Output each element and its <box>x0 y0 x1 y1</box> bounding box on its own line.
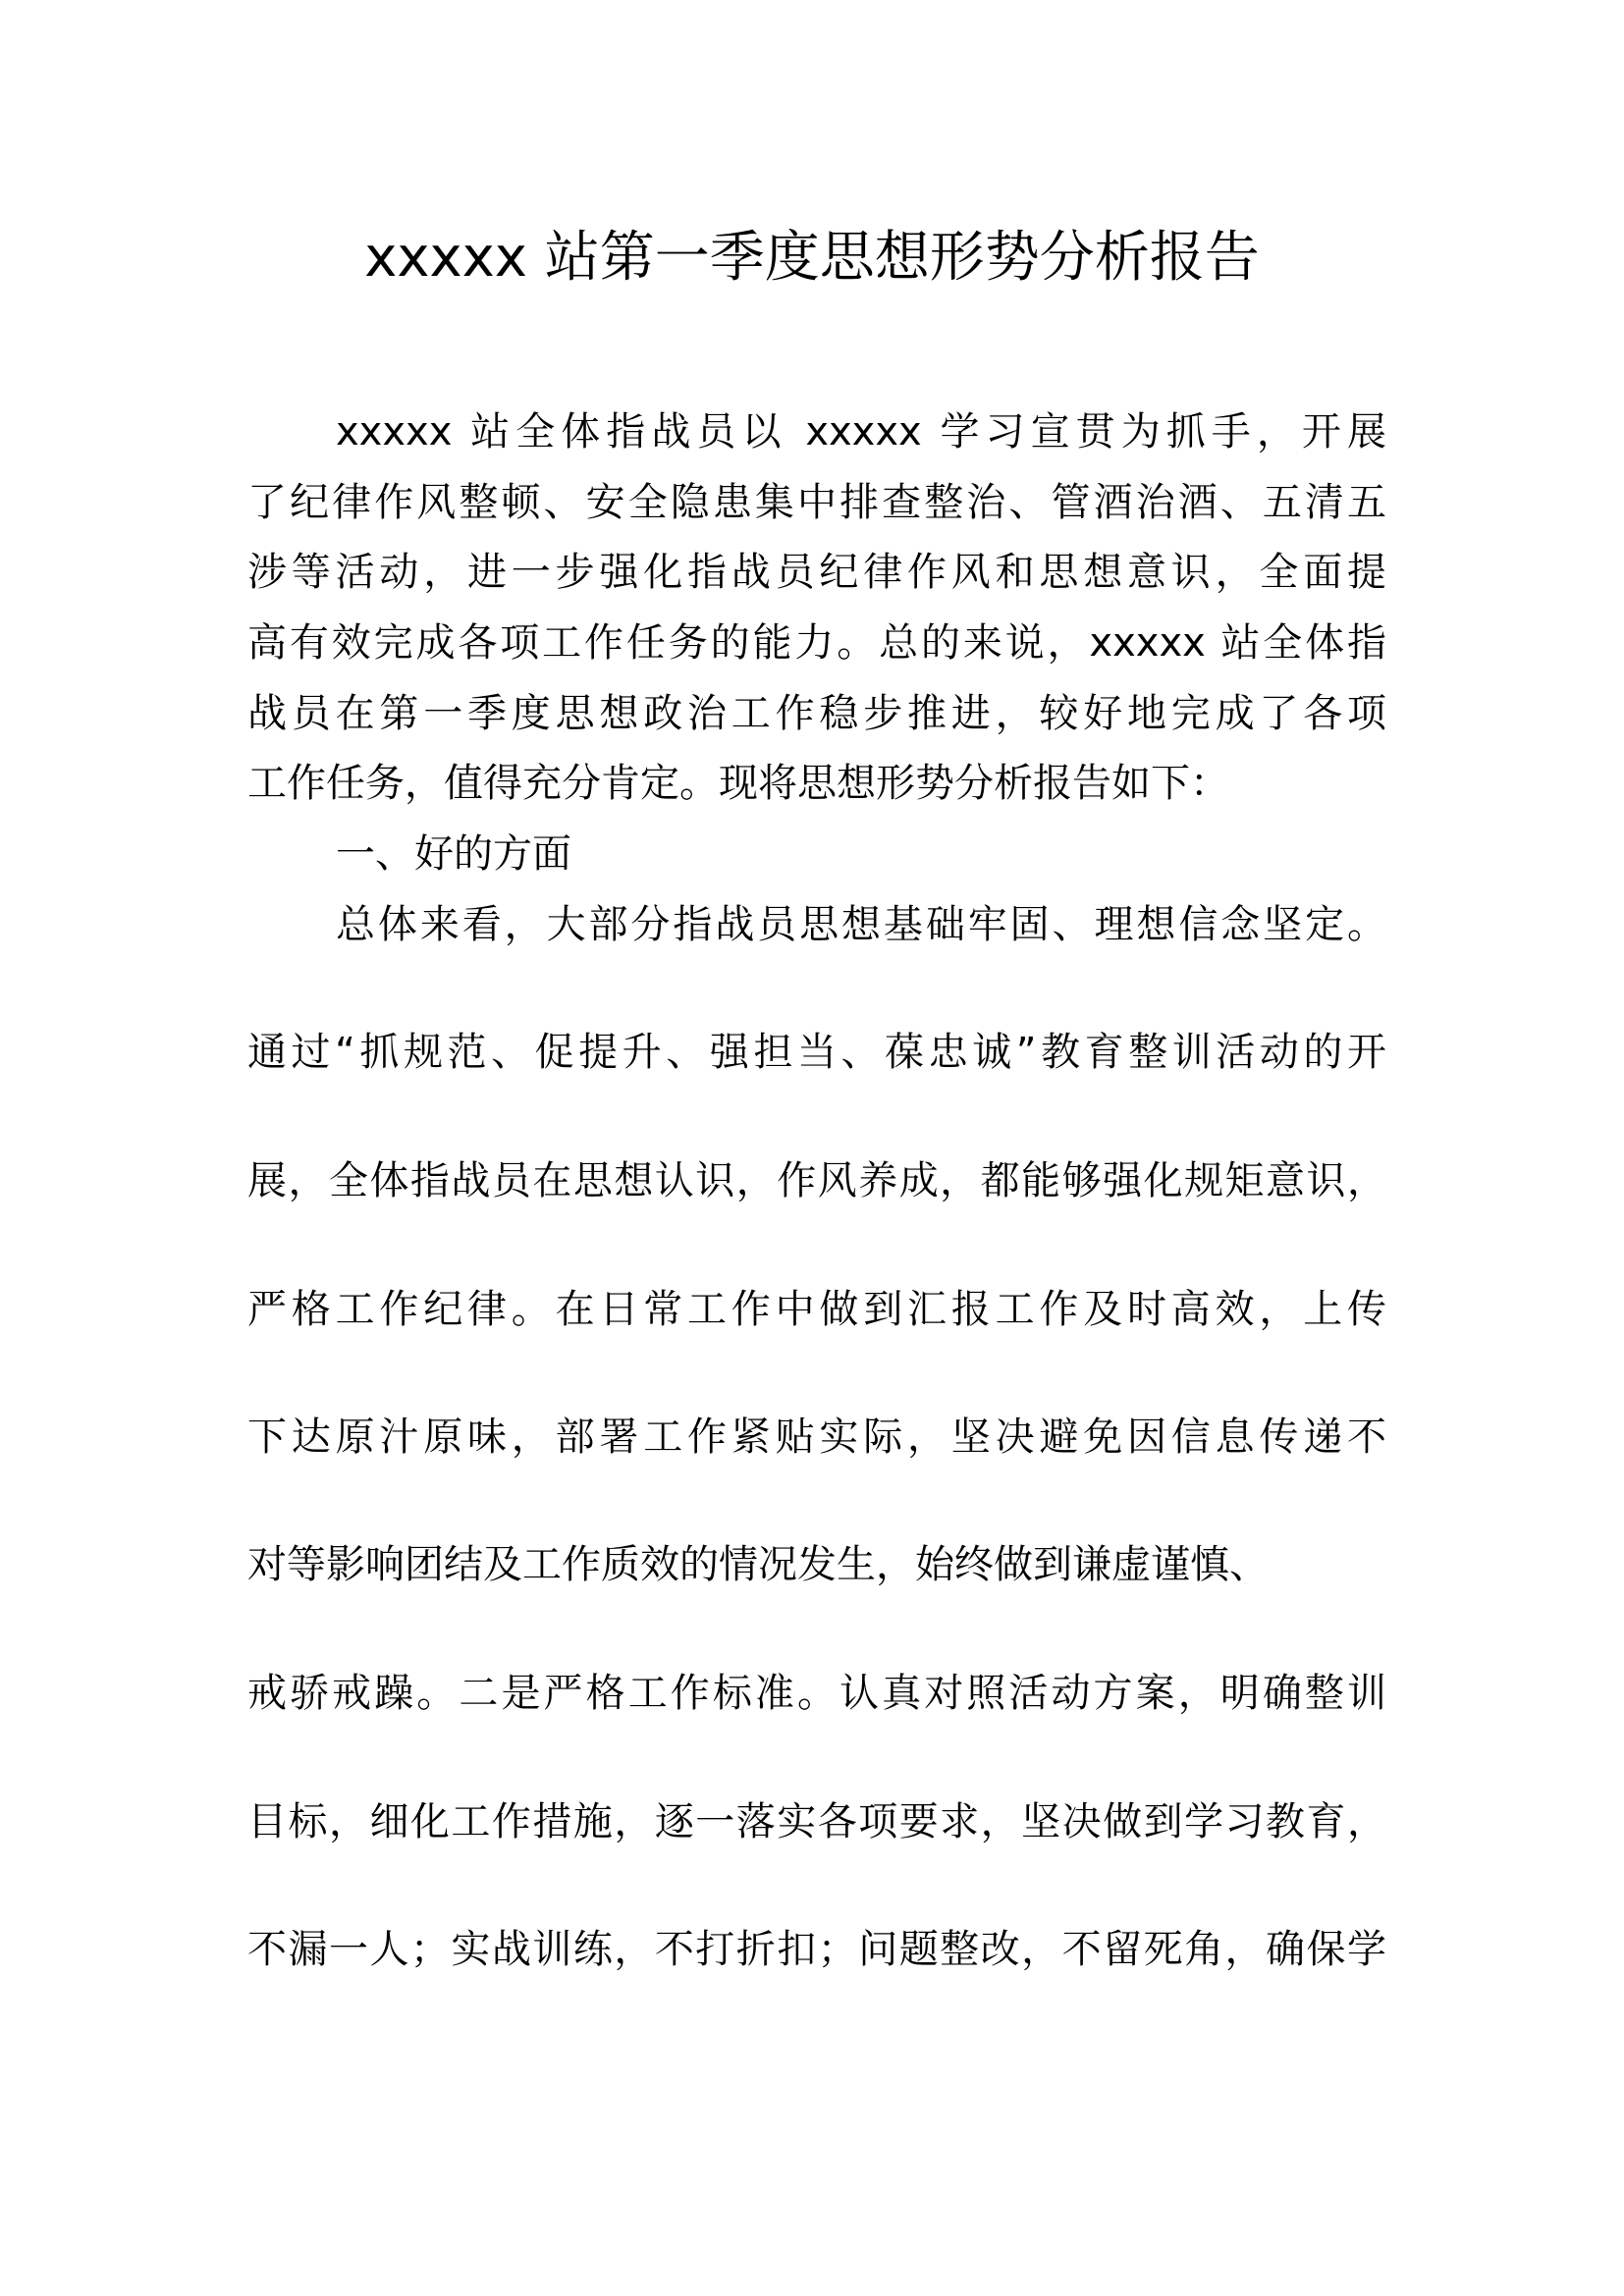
section-heading: 一、好的方面 <box>336 831 571 877</box>
paragraph-line: 目标，细化工作措施，逐一落实各项要求，坚决做到学习教育， <box>247 1799 1386 1844</box>
paragraph-line: 工作任务，值得充分肯定。现将思想形势分析报告如下： <box>247 761 1229 806</box>
paragraph-line: 涉等活动，进一步强化指战员纪律作风和思想意识，全面提 <box>247 550 1386 595</box>
document-title: xxxxx 站第一季度思想形势分析报告 <box>364 226 1260 290</box>
paragraph-line: 高有效完成各项工作任务的能力。总的来说，xxxxx 站全体指 <box>247 620 1386 666</box>
paragraph-line: 戒骄戒躁。二是严格工作标准。认真对照活动方案，明确整训 <box>247 1671 1386 1716</box>
paragraph-line: 下达原汁原味，部署工作紧贴实际，坚决避免因信息传递不 <box>247 1415 1386 1460</box>
paragraph-line: 通过“抓规范、促提升、强担当、葆忠诚”教育整训活动的开 <box>247 1030 1386 1075</box>
paragraph-line: 战员在第一季度思想政治工作稳步推进，较好地完成了各项 <box>247 691 1386 736</box>
paragraph-line: 严格工作纪律。在日常工作中做到汇报工作及时高效，上传 <box>247 1287 1386 1332</box>
paragraph-line: 了纪律作风整顿、安全隐患集中排查整治、管酒治酒、五清五 <box>247 480 1386 525</box>
paragraph-line: xxxxx 站全体指战员以 xxxxx 学习宣贯为抓手，开展 <box>336 409 1386 454</box>
paragraph-line: 展，全体指战员在思想认识，作风养成，都能够强化规矩意识， <box>247 1158 1386 1203</box>
paragraph-line: 不漏一人；实战训练，不打折扣；问题整改，不留死角，确保学 <box>247 1927 1386 1972</box>
paragraph-line: 对等影响团结及工作质效的情况发生，始终做到谦虚谨慎、 <box>247 1542 1269 1587</box>
paragraph-line: 总体来看，大部分指战员思想基础牢固、理想信念坚定。 <box>336 902 1386 947</box>
